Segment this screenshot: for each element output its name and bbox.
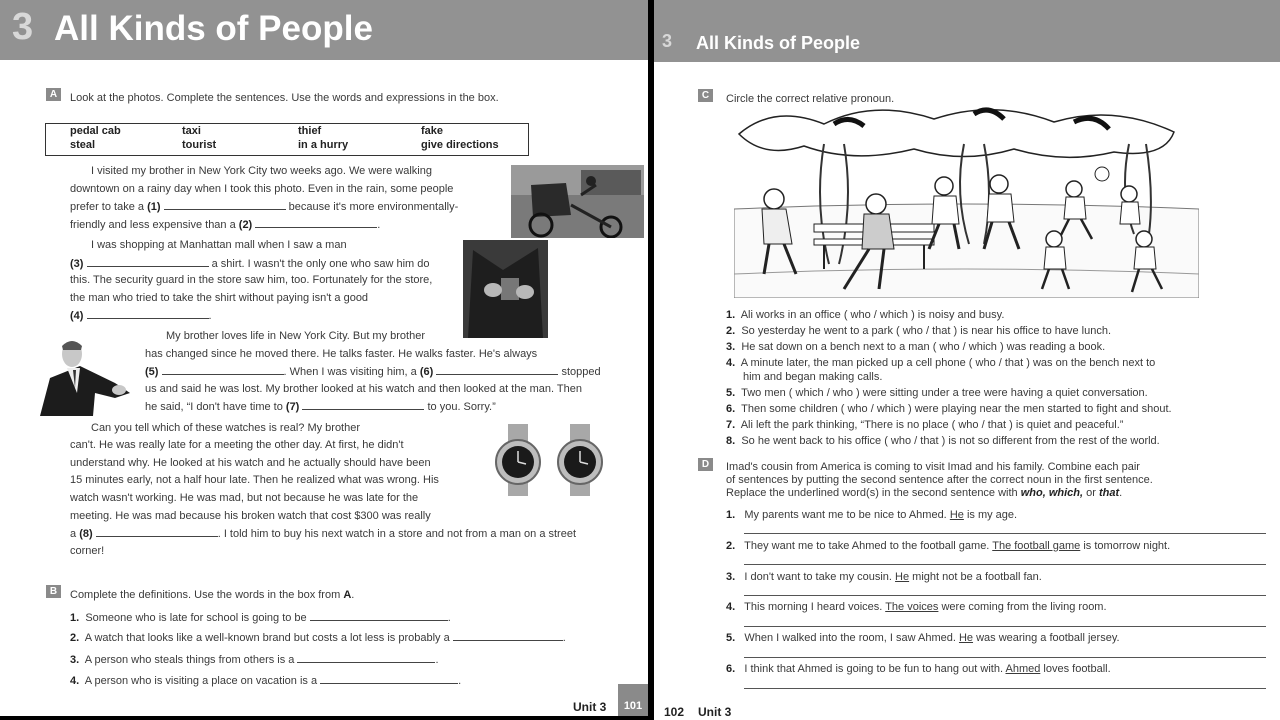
p2-line: I was shopping at Manhattan mall when I saw a man bbox=[91, 239, 347, 251]
combine-item: 3. I don't want to take my cousin. He might not be a football fan. bbox=[726, 571, 1042, 583]
definition-blank-2[interactable] bbox=[453, 631, 563, 641]
section-a-instruction: Look at the photos. Complete the sentences. Use the words and expressions in the box. bbox=[70, 92, 499, 104]
businessman-photo bbox=[35, 338, 131, 416]
p2-line: (3) a shirt. I wasn't the only one who saw him do bbox=[70, 258, 430, 270]
chapter-number: 3 bbox=[12, 6, 34, 48]
p3-line: us and said he was lost. My brother looked at his watch and then looked at the man. Then bbox=[145, 383, 583, 395]
word: give directions bbox=[421, 139, 499, 151]
combine-item: 6. I think that Ahmed is going to be fun to hang out with. Ahmed loves football. bbox=[726, 663, 1111, 675]
answer-line[interactable] bbox=[744, 564, 1266, 565]
word: fake bbox=[421, 125, 444, 137]
answer-blank-1[interactable] bbox=[164, 200, 286, 210]
definition-blank-1[interactable] bbox=[310, 611, 448, 621]
chapter-number: 3 bbox=[662, 31, 673, 51]
chapter-header bbox=[654, 0, 1280, 62]
definition-blank-3[interactable] bbox=[297, 653, 435, 663]
p3-line: My brother loves life in New York City. But my brother bbox=[166, 330, 426, 342]
watches-photo bbox=[490, 424, 615, 496]
word: steal bbox=[70, 139, 96, 151]
p2-line: the man who tried to take the shirt without paying isn't a good bbox=[70, 292, 369, 304]
answer-blank-4[interactable] bbox=[87, 309, 209, 319]
word: pedal cab bbox=[70, 125, 121, 137]
p4-line: corner! bbox=[70, 545, 105, 557]
p4-line: Can you tell which of these watches is real? My brother bbox=[91, 422, 361, 434]
section-b-label: B bbox=[46, 585, 61, 598]
chapter-title: All Kinds of People bbox=[696, 33, 861, 53]
pronoun-item: 2. So yesterday he went to a park ( who / that ) is near his office to have lunch. bbox=[726, 325, 1112, 337]
pronoun-item: 4. A minute later, the man picked up a cell phone ( who / that ) was on the bench next to bbox=[726, 357, 1156, 369]
page-number: 102 bbox=[664, 705, 685, 719]
definition-item: 1. Someone who is late for school is going to be . bbox=[70, 612, 451, 624]
answer-line[interactable] bbox=[744, 657, 1266, 658]
p2-line: (4) . bbox=[70, 310, 212, 322]
combine-item: 1. My parents want me to be nice to Ahmed. He is my age. bbox=[726, 509, 1018, 521]
p1-line: I visited my brother in New York City two weeks ago. We were walking bbox=[91, 165, 432, 177]
definition-item: 4. A person who is visiting a place on vacation is a . bbox=[70, 675, 462, 687]
p3-line: (5) . When I was visiting him, a (6) stopped bbox=[145, 366, 601, 378]
section-c-label: C bbox=[698, 89, 713, 102]
park-illustration bbox=[734, 104, 1199, 298]
p1-line: friendly and less expensive than a (2) . bbox=[70, 219, 381, 231]
p4-line: can't. He was really late for a meeting the other day. At first, he didn't bbox=[70, 439, 404, 451]
word: taxi bbox=[182, 125, 201, 137]
pronoun-item: 3. He sat down on a bench next to a man ( who / which ) was reading a book. bbox=[726, 341, 1106, 353]
definition-item: 3. A person who steals things from others is a . bbox=[70, 654, 439, 666]
p4-line: 15 minutes early, not a half hour late. Then he realized what was wrong. His bbox=[70, 474, 439, 486]
p4-line: understand why. He looked at his watch and he actually should have been bbox=[70, 457, 431, 469]
word: thief bbox=[298, 125, 322, 137]
definition-blank-4[interactable] bbox=[320, 674, 458, 684]
word-box bbox=[45, 123, 529, 156]
chapter-header bbox=[0, 0, 648, 60]
answer-blank-6[interactable] bbox=[436, 365, 558, 375]
pronoun-item: 1. Ali works in an office ( who / which ) is noisy and busy. bbox=[726, 309, 1005, 321]
answer-blank-5[interactable] bbox=[162, 365, 284, 375]
page-102 bbox=[654, 0, 1280, 720]
section-a-label: A bbox=[46, 88, 61, 101]
section-d-instruction: of sentences by putting the second sentence after the correct noun in the first sentence. bbox=[726, 474, 1153, 486]
section-c-instruction: Circle the correct relative pronoun. bbox=[726, 93, 895, 105]
pronoun-item: 8. So he went back to his office ( who / that ) is not so different from the rest of the world. bbox=[726, 435, 1160, 447]
chapter-title: All Kinds of People bbox=[54, 9, 373, 48]
page-number: 101 bbox=[618, 684, 648, 716]
definition-item: 2. A watch that looks like a well-known brand but costs a lot less is probably a . bbox=[70, 632, 566, 644]
pedal-cab-photo bbox=[511, 165, 644, 238]
answer-line[interactable] bbox=[744, 688, 1266, 689]
answer-blank-3[interactable] bbox=[87, 257, 209, 267]
p3-line: has changed since he moved there. He talks faster. He walks faster. He's always bbox=[145, 348, 538, 360]
footer-unit: Unit 3 bbox=[573, 700, 607, 714]
section-d-label: D bbox=[698, 458, 713, 471]
answer-line[interactable] bbox=[744, 595, 1266, 596]
answer-blank-2[interactable] bbox=[255, 218, 377, 228]
combine-item: 5. When I walked into the room, I saw Ahmed. He was wearing a football jersey. bbox=[726, 632, 1120, 644]
answer-line[interactable] bbox=[744, 626, 1266, 627]
p4-line: meeting. He was mad because his broken watch that cost $300 was really bbox=[70, 510, 431, 522]
p2-line: this. The security guard in the store saw him, too. Fortunately for the store, bbox=[70, 274, 433, 286]
section-b-instruction: Complete the definitions. Use the words in the box from A. bbox=[70, 589, 355, 601]
p1-line: downtown on a rainy day when I took this photo. Even in the rain, some people bbox=[70, 183, 454, 195]
word: tourist bbox=[182, 139, 217, 151]
p1-line: prefer to take a (1) because it's more environmentally- bbox=[70, 201, 459, 213]
p4-line: watch wasn't working. He was mad, but not because he was late for the bbox=[70, 492, 419, 504]
pronoun-item: 7. Ali left the park thinking, “There is no place ( who / that ) is quiet and peaceful.” bbox=[726, 419, 1124, 431]
answer-blank-7[interactable] bbox=[302, 400, 424, 410]
answer-blank-8[interactable] bbox=[96, 527, 218, 537]
word: in a hurry bbox=[298, 139, 349, 151]
pronoun-item: 6. Then some children ( who / which ) were playing near the men started to fight and shout. bbox=[726, 403, 1172, 415]
p3-line: he said, “I don't have time to (7) to you. Sorry.” bbox=[145, 401, 496, 413]
combine-item: 4. This morning I heard voices. The voices were coming from the living room. bbox=[726, 601, 1107, 613]
thief-photo bbox=[463, 240, 548, 338]
pronoun-item: 5. Two men ( which / who ) were sitting under a tree were having a quiet conversation. bbox=[726, 387, 1148, 399]
combine-item: 2. They want me to take Ahmed to the football game. The football game is tomorrow night. bbox=[726, 540, 1171, 552]
p4-line: a (8) . I told him to buy his next watch in a store and not from a man on a street bbox=[70, 528, 576, 540]
answer-line[interactable] bbox=[744, 533, 1266, 534]
section-d-instruction: Imad's cousin from America is coming to visit Imad and his family. Combine each pair bbox=[726, 461, 1140, 473]
section-d-instruction: Replace the underlined word(s) in the second sentence with who, which, or that. bbox=[726, 487, 1123, 499]
footer-unit: Unit 3 bbox=[698, 705, 732, 719]
pronoun-item-cont: him and began making calls. bbox=[743, 371, 883, 383]
